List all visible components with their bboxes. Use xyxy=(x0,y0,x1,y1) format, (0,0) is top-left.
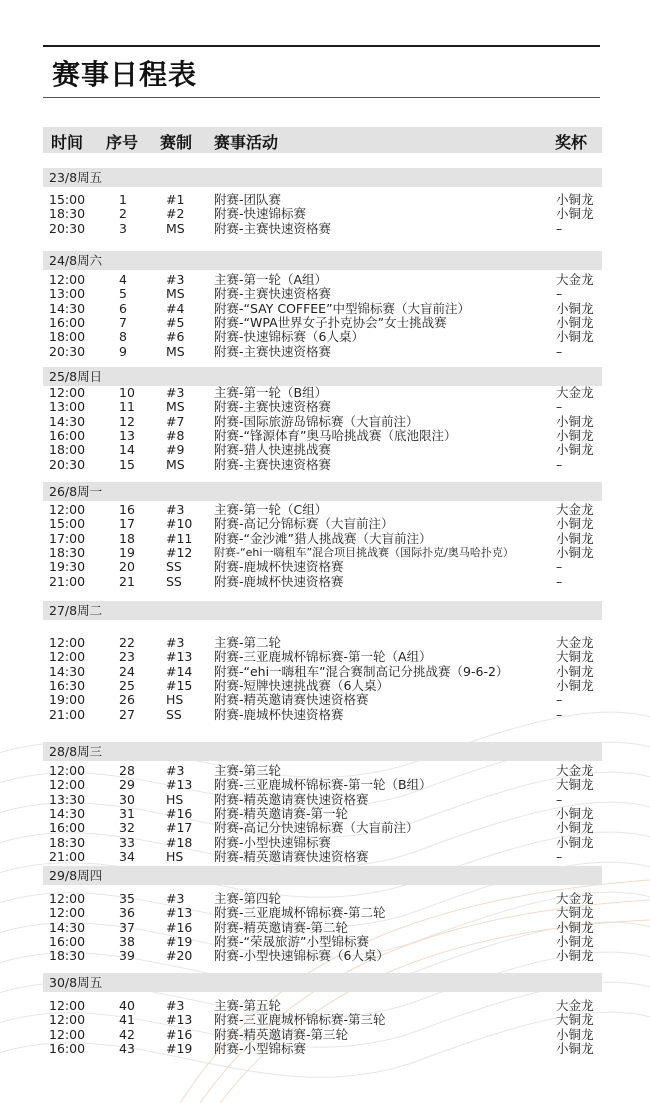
event-number: 21 xyxy=(119,573,135,589)
event-trophy: 大金龙 xyxy=(556,891,594,906)
event-trophy: 大铜龙 xyxy=(556,1012,594,1028)
event-activity: 附赛-三亚鹿城杯锦标赛-第一轮（B组） xyxy=(214,777,432,793)
event-trophy: 小铜龙 xyxy=(556,919,594,935)
event-number: 15 xyxy=(119,456,135,472)
event-time: 12:00 xyxy=(49,649,86,665)
event-trophy: 小铜龙 xyxy=(556,663,594,679)
event-time: 18:30 xyxy=(49,948,86,964)
event-trophy: 小铜龙 xyxy=(556,1040,594,1056)
schedule-row xyxy=(43,935,602,949)
schedule-row xyxy=(43,316,602,330)
event-format: SS xyxy=(166,559,182,575)
schedule-row xyxy=(43,458,602,472)
event-time: 12:00 xyxy=(49,905,86,921)
schedule-row xyxy=(43,532,602,546)
day-label: 30/8周五 xyxy=(49,975,103,990)
schedule-row xyxy=(43,793,602,807)
event-time: 18:30 xyxy=(49,544,86,560)
event-activity: 主赛-第五轮 xyxy=(214,998,282,1013)
event-time: 20:30 xyxy=(49,456,86,472)
event-number: 42 xyxy=(119,1026,135,1042)
event-format: #16 xyxy=(166,1026,193,1042)
event-time: 16:00 xyxy=(49,314,86,330)
schedule-row xyxy=(43,921,602,935)
event-number: 30 xyxy=(119,791,135,807)
schedule-row xyxy=(43,1042,602,1056)
event-number: 22 xyxy=(119,635,135,650)
event-time: 17:00 xyxy=(49,530,86,546)
event-time: 18:00 xyxy=(49,329,86,345)
column-header-no: 序号 xyxy=(106,133,139,152)
event-format: HS xyxy=(166,848,184,864)
column-header-activity: 赛事活动 xyxy=(214,133,279,152)
event-time: 12:00 xyxy=(49,891,86,906)
event-format: #4 xyxy=(166,300,185,316)
event-trophy: 大金龙 xyxy=(556,502,594,517)
event-number: 1 xyxy=(119,192,127,207)
event-format: #3 xyxy=(166,763,185,778)
event-number: 13 xyxy=(119,427,135,443)
event-number: 28 xyxy=(119,763,135,778)
event-activity: 附赛-高记分快速锦标赛（大盲前注） xyxy=(214,820,419,836)
event-activity: 附赛-三亚鹿城杯锦标赛-第二轮 xyxy=(214,905,386,921)
event-activity: 附赛-鹿城杯快速资格赛 xyxy=(214,573,344,589)
event-format: #19 xyxy=(166,1040,193,1056)
day-header xyxy=(43,168,602,187)
day-header xyxy=(43,251,602,270)
event-activity: 附赛-鹿城杯快速资格赛 xyxy=(214,559,344,575)
event-number: 11 xyxy=(119,399,135,415)
schedule-row xyxy=(43,560,602,574)
event-time: 16:30 xyxy=(49,677,86,693)
event-trophy: 大金龙 xyxy=(556,763,594,778)
event-trophy: 小铜龙 xyxy=(556,206,594,222)
schedule-row xyxy=(43,892,602,906)
event-activity: 附赛-鹿城杯快速资格赛 xyxy=(214,706,344,722)
schedule-row xyxy=(43,949,602,963)
schedule-row xyxy=(43,415,602,429)
event-activity: 附赛-主赛快速资格赛 xyxy=(214,399,332,415)
schedule-row xyxy=(43,546,602,560)
event-number: 38 xyxy=(119,933,135,949)
event-number: 16 xyxy=(119,502,135,517)
event-format: #3 xyxy=(166,272,185,287)
event-trophy: 大铜龙 xyxy=(556,905,594,921)
schedule-row xyxy=(43,575,602,589)
event-number: 9 xyxy=(119,343,127,359)
schedule-row xyxy=(43,503,602,517)
top-rule xyxy=(43,45,600,47)
event-activity: 附赛-高记分锦标赛（大盲前注） xyxy=(214,516,394,532)
schedule-row xyxy=(43,999,602,1013)
schedule-row xyxy=(43,906,602,920)
event-trophy: – xyxy=(556,706,563,722)
event-activity: 附赛-“锋源体育”奥马哈挑战赛（底池限注） xyxy=(214,427,457,443)
event-format: #13 xyxy=(166,649,193,665)
event-time: 12:00 xyxy=(49,1012,86,1028)
event-trophy: 大铜龙 xyxy=(556,777,594,793)
schedule-row xyxy=(43,429,602,443)
event-trophy: 小铜龙 xyxy=(556,314,594,330)
day-label: 26/8周一 xyxy=(49,484,103,499)
schedule-row xyxy=(43,708,602,722)
schedule-row xyxy=(43,345,602,359)
event-trophy: – xyxy=(556,399,563,415)
event-number: 8 xyxy=(119,329,127,345)
schedule-row xyxy=(43,1028,602,1042)
event-trophy: – xyxy=(556,791,563,807)
event-trophy: – xyxy=(556,343,563,359)
event-time: 12:00 xyxy=(49,777,86,793)
event-activity: 附赛-短牌快速挑战赛（6人桌） xyxy=(214,677,389,693)
schedule-row xyxy=(43,679,602,693)
event-time: 14:30 xyxy=(49,805,86,821)
schedule-row xyxy=(43,386,602,400)
event-format: #3 xyxy=(166,891,185,906)
event-trophy: 小铜龙 xyxy=(556,413,594,429)
event-trophy: 大铜龙 xyxy=(556,649,594,665)
event-format: #18 xyxy=(166,834,193,850)
event-trophy: 小铜龙 xyxy=(556,544,594,560)
event-number: 37 xyxy=(119,919,135,935)
event-format: MS xyxy=(166,220,185,236)
event-time: 12:00 xyxy=(49,502,86,517)
event-time: 20:30 xyxy=(49,343,86,359)
event-format: SS xyxy=(166,573,182,589)
event-format: #11 xyxy=(166,530,193,546)
event-number: 12 xyxy=(119,413,135,429)
day-label: 29/8周四 xyxy=(49,868,103,883)
schedule-row xyxy=(43,400,602,414)
event-number: 7 xyxy=(119,314,127,330)
event-number: 10 xyxy=(119,385,135,400)
event-time: 16:00 xyxy=(49,1040,86,1056)
event-format: #7 xyxy=(166,413,185,429)
schedule-row xyxy=(43,443,602,457)
event-number: 6 xyxy=(119,300,127,316)
event-time: 18:00 xyxy=(49,442,86,458)
day-header xyxy=(43,866,602,885)
page-title: 赛事日程表 xyxy=(52,58,198,91)
event-time: 12:00 xyxy=(49,385,86,400)
event-activity: 主赛-第一轮（C组） xyxy=(214,502,328,517)
schedule-row xyxy=(43,193,602,207)
event-trophy: – xyxy=(556,220,563,236)
event-number: 19 xyxy=(119,544,135,560)
event-activity: 附赛-精英邀请赛快速资格赛 xyxy=(214,848,369,864)
event-time: 18:30 xyxy=(49,206,86,222)
event-activity: 主赛-第一轮（B组） xyxy=(214,385,328,400)
event-time: 16:00 xyxy=(49,820,86,836)
event-time: 16:00 xyxy=(49,933,86,949)
event-time: 20:30 xyxy=(49,220,86,236)
event-activity: 附赛-团队赛 xyxy=(214,192,282,207)
event-format: HS xyxy=(166,692,184,708)
event-activity: 附赛-小型快速锦标赛（6人桌） xyxy=(214,948,389,964)
event-format: #13 xyxy=(166,1012,193,1028)
title-rule xyxy=(43,97,600,98)
schedule-row xyxy=(43,207,602,221)
event-time: 13:00 xyxy=(49,286,86,302)
event-activity: 附赛-猎人快速挑战赛 xyxy=(214,442,332,458)
day-label: 23/8周五 xyxy=(49,170,103,185)
event-time: 13:30 xyxy=(49,791,86,807)
column-header-time: 时间 xyxy=(51,133,84,152)
day-label: 24/8周六 xyxy=(49,253,103,268)
event-activity: 附赛-小型快速锦标赛 xyxy=(214,834,332,850)
event-activity: 附赛-三亚鹿城杯锦标赛-第三轮 xyxy=(214,1012,386,1028)
event-time: 12:00 xyxy=(49,1026,86,1042)
event-trophy: 大金龙 xyxy=(556,635,594,650)
event-number: 2 xyxy=(119,206,127,222)
event-activity: 附赛-“荣晟旅游”小型锦标赛 xyxy=(214,933,369,949)
event-time: 12:00 xyxy=(49,998,86,1013)
event-trophy: 小铜龙 xyxy=(556,442,594,458)
event-time: 21:00 xyxy=(49,848,86,864)
event-format: #3 xyxy=(166,502,185,517)
event-time: 15:00 xyxy=(49,192,86,207)
event-number: 34 xyxy=(119,848,135,864)
event-format: MS xyxy=(166,399,185,415)
schedule-row xyxy=(43,650,602,664)
event-number: 5 xyxy=(119,286,127,302)
event-trophy: 小铜龙 xyxy=(556,805,594,821)
event-number: 35 xyxy=(119,891,135,906)
event-trophy: – xyxy=(556,692,563,708)
event-trophy: – xyxy=(556,286,563,302)
event-activity: 附赛-主赛快速资格赛 xyxy=(214,286,332,302)
event-activity: 附赛-主赛快速资格赛 xyxy=(214,456,332,472)
event-number: 24 xyxy=(119,663,135,679)
event-time: 14:30 xyxy=(49,300,86,316)
event-time: 15:00 xyxy=(49,516,86,532)
event-format: #16 xyxy=(166,919,193,935)
day-header xyxy=(43,482,602,501)
event-number: 4 xyxy=(119,272,127,287)
event-format: MS xyxy=(166,343,185,359)
event-trophy: 小铜龙 xyxy=(556,516,594,532)
event-format: MS xyxy=(166,286,185,302)
event-activity: 附赛-快速锦标赛（6人桌） xyxy=(214,329,364,345)
event-activity: 主赛-第二轮 xyxy=(214,635,282,650)
event-trophy: – xyxy=(556,848,563,864)
event-time: 19:00 xyxy=(49,692,86,708)
event-trophy: 小铜龙 xyxy=(556,948,594,964)
event-format: #3 xyxy=(166,385,185,400)
event-activity: 附赛-精英邀请赛-第一轮 xyxy=(214,805,349,821)
schedule-row xyxy=(43,636,602,650)
event-number: 3 xyxy=(119,220,127,236)
event-number: 40 xyxy=(119,998,135,1013)
event-format: #16 xyxy=(166,805,193,821)
event-time: 21:00 xyxy=(49,706,86,722)
event-activity: 主赛-第一轮（A组） xyxy=(214,272,328,287)
schedule-row xyxy=(43,778,602,792)
event-trophy: 小铜龙 xyxy=(556,933,594,949)
event-activity: 附赛-精英邀请赛快速资格赛 xyxy=(214,692,369,708)
event-time: 14:30 xyxy=(49,413,86,429)
event-time: 19:30 xyxy=(49,559,86,575)
schedule-row xyxy=(43,693,602,707)
event-format: #6 xyxy=(166,329,185,345)
schedule-row xyxy=(43,850,602,864)
event-activity: 附赛-快速锦标赛 xyxy=(214,206,307,222)
event-format: #19 xyxy=(166,933,193,949)
event-number: 41 xyxy=(119,1012,135,1028)
event-activity: 主赛-第三轮 xyxy=(214,763,282,778)
event-format: #5 xyxy=(166,314,185,330)
schedule-row xyxy=(43,273,602,287)
event-number: 20 xyxy=(119,559,135,575)
event-format: #13 xyxy=(166,777,193,793)
event-number: 33 xyxy=(119,834,135,850)
event-activity: 附赛-“SAY COFFEE”中型锦标赛（大盲前注） xyxy=(214,300,471,316)
schedule-row xyxy=(43,665,602,679)
event-activity: 附赛-小型锦标赛 xyxy=(214,1040,307,1056)
day-label: 27/8周二 xyxy=(49,603,103,618)
event-trophy: 小铜龙 xyxy=(556,1026,594,1042)
schedule-row xyxy=(43,222,602,236)
event-time: 16:00 xyxy=(49,427,86,443)
day-label: 25/8周日 xyxy=(49,369,103,384)
event-activity: 附赛-主赛快速资格赛 xyxy=(214,220,332,236)
event-time: 18:30 xyxy=(49,834,86,850)
event-time: 12:00 xyxy=(49,635,86,650)
event-format: #1 xyxy=(166,192,185,207)
event-format: HS xyxy=(166,791,184,807)
event-trophy: 小铜龙 xyxy=(556,427,594,443)
event-format: #9 xyxy=(166,442,185,458)
event-activity: 附赛-精英邀请赛-第二轮 xyxy=(214,919,349,935)
event-number: 27 xyxy=(119,706,135,722)
event-number: 32 xyxy=(119,820,135,836)
day-header xyxy=(43,601,602,620)
event-number: 23 xyxy=(119,649,135,665)
schedule-row xyxy=(43,1013,602,1027)
event-activity: 附赛-精英邀请赛-第三轮 xyxy=(214,1026,349,1042)
event-activity: 附赛-三亚鹿城杯锦标赛-第一轮（A组） xyxy=(214,649,432,665)
event-trophy: 小铜龙 xyxy=(556,834,594,850)
event-time: 21:00 xyxy=(49,573,86,589)
event-format: #10 xyxy=(166,516,193,532)
event-format: #3 xyxy=(166,998,185,1013)
event-activity: 附赛-“金沙滩”猎人挑战赛（大盲前注） xyxy=(214,530,432,546)
event-time: 14:30 xyxy=(49,663,86,679)
schedule-row xyxy=(43,807,602,821)
event-format: #14 xyxy=(166,663,193,679)
event-time: 13:00 xyxy=(49,399,86,415)
event-number: 25 xyxy=(119,677,135,693)
event-trophy: 小铜龙 xyxy=(556,530,594,546)
schedule-row xyxy=(43,764,602,778)
event-activity: 主赛-第四轮 xyxy=(214,891,282,906)
schedule-row xyxy=(43,330,602,344)
event-number: 29 xyxy=(119,777,135,793)
event-format: #3 xyxy=(166,635,185,650)
event-time: 14:30 xyxy=(49,919,86,935)
column-header-prize: 奖杯 xyxy=(555,133,588,152)
event-number: 39 xyxy=(119,948,135,964)
event-number: 36 xyxy=(119,905,135,921)
event-number: 43 xyxy=(119,1040,135,1056)
schedule-row xyxy=(43,821,602,835)
schedule-row xyxy=(43,302,602,316)
event-activity: 附赛-精英邀请赛快速资格赛 xyxy=(214,791,369,807)
schedule-row xyxy=(43,836,602,850)
event-format: #17 xyxy=(166,820,193,836)
event-time: 12:00 xyxy=(49,272,86,287)
event-format: #8 xyxy=(166,427,185,443)
event-activity: 附赛-“ehi一嗨租车”混合项目挑战赛（国际扑克/奥马哈扑克） xyxy=(214,545,514,559)
event-format: #12 xyxy=(166,544,193,560)
event-activity: 附赛-“WPA世界女子扑克协会”女士挑战赛 xyxy=(214,314,447,330)
event-trophy: 小铜龙 xyxy=(556,329,594,345)
event-number: 31 xyxy=(119,805,135,821)
event-trophy: 小铜龙 xyxy=(556,820,594,836)
event-trophy: 大金龙 xyxy=(556,272,594,287)
event-trophy: 大金龙 xyxy=(556,998,594,1013)
day-label: 28/8周三 xyxy=(49,744,103,759)
event-activity: 附赛-国际旅游岛锦标赛（大盲前注） xyxy=(214,413,419,429)
schedule-row xyxy=(43,517,602,531)
event-trophy: – xyxy=(556,456,563,472)
schedule-row xyxy=(43,287,602,301)
event-trophy: 小铜龙 xyxy=(556,300,594,316)
event-format: #2 xyxy=(166,206,185,222)
event-trophy: – xyxy=(556,559,563,575)
day-header xyxy=(43,973,602,992)
event-trophy: – xyxy=(556,573,563,589)
event-format: #13 xyxy=(166,905,193,921)
event-number: 14 xyxy=(119,442,135,458)
event-format: MS xyxy=(166,456,185,472)
event-format: #15 xyxy=(166,677,193,693)
day-header xyxy=(43,742,602,761)
event-number: 18 xyxy=(119,530,135,546)
column-header-format: 赛制 xyxy=(160,133,193,152)
event-format: #20 xyxy=(166,948,193,964)
event-activity: 附赛-“ehi一嗨租车”混合赛制高记分挑战赛（9-6-2） xyxy=(214,663,509,679)
day-header xyxy=(43,367,602,386)
event-format: SS xyxy=(166,706,182,722)
event-trophy: 大金龙 xyxy=(556,385,594,400)
event-number: 26 xyxy=(119,692,135,708)
event-number: 17 xyxy=(119,516,135,532)
event-trophy: 小铜龙 xyxy=(556,192,594,207)
event-time: 12:00 xyxy=(49,763,86,778)
event-trophy: 小铜龙 xyxy=(556,677,594,693)
table-header xyxy=(43,127,602,153)
event-activity: 附赛-主赛快速资格赛 xyxy=(214,343,332,359)
